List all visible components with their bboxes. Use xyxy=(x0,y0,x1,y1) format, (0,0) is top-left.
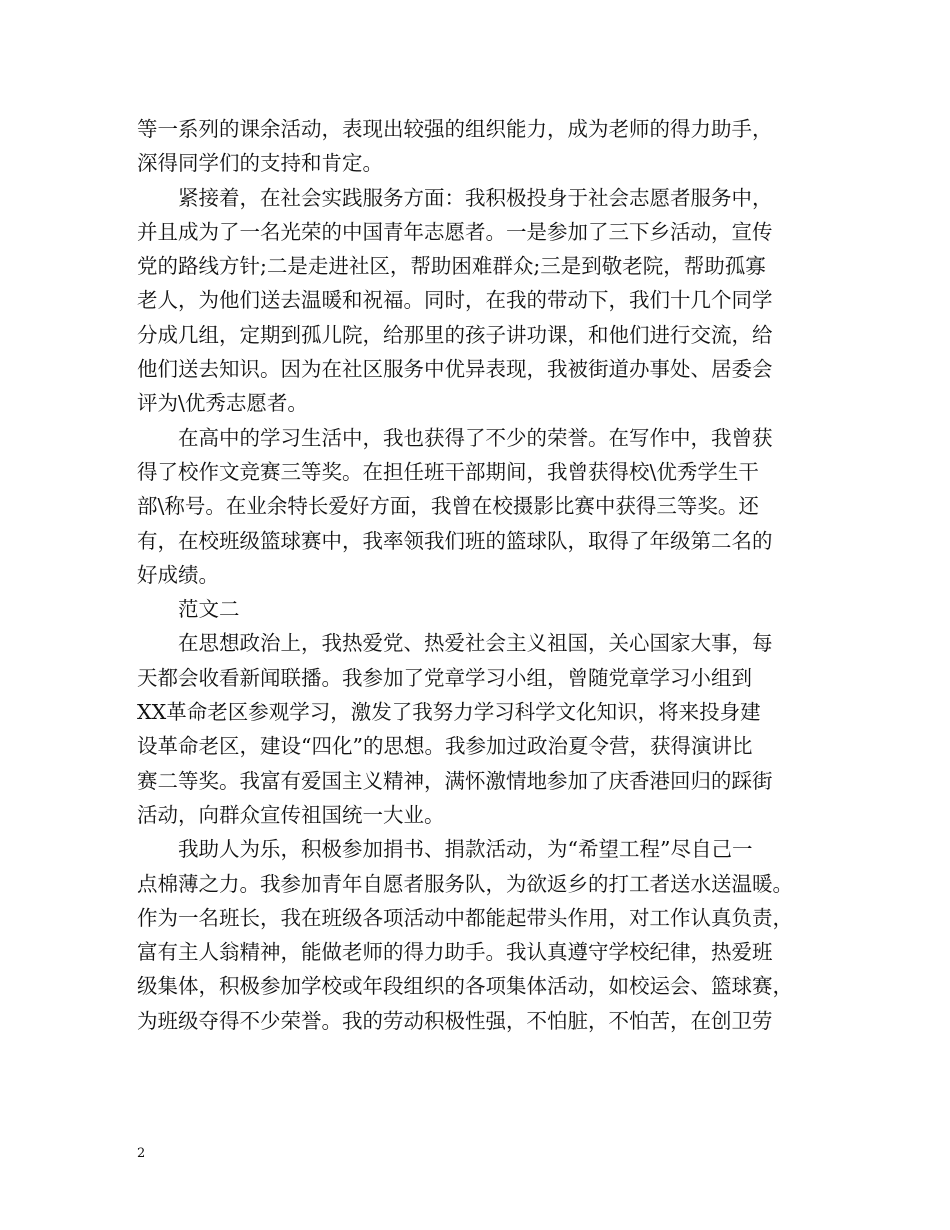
text-line: 为班级夺得不少荣誉。我的劳动积极性强，不怕脏，不怕苦，在创卫劳 xyxy=(137,1008,773,1033)
paragraph-start-line: 紧接着，在社会实践服务方面：我积极投身于社会志愿者服务中， xyxy=(178,185,773,210)
body-text xyxy=(137,112,817,1038)
text-line: 并且成为了一名光荣的中国青年志愿者。一是参加了三下乡活动，宣传 xyxy=(137,219,773,244)
text-line: 设革命老区，建设“四化”的思想。我参加过政治夏令营，获得演讲比 xyxy=(137,734,753,759)
text-line: 有，在校班级篮球赛中，我率领我们班的篮球队，取得了年级第二名的 xyxy=(137,528,773,553)
text-line: 部\称号。在业余特长爱好方面，我曾在校摄影比赛中获得三等奖。还 xyxy=(137,494,759,519)
text-line: 党的路线方针;二是走进社区，帮助困难群众;三是到敬老院，帮助孤寡 xyxy=(137,254,766,279)
text-line: 评为\优秀志愿者。 xyxy=(137,391,308,416)
text-line: 好成绩。 xyxy=(137,562,219,587)
paragraph-start-line: 在高中的学习生活中，我也获得了不少的荣誉。在写作中，我曾获 xyxy=(178,425,773,450)
text-line: 等一系列的课余活动，表现出较强的组织能力，成为老师的得力助手， xyxy=(137,117,773,141)
paragraph-start-line: 在思想政治上，我热爱党、热爱社会主义祖国，关心国家大事，每 xyxy=(178,631,773,656)
page-number: 2 xyxy=(137,1146,146,1161)
text-line: 得了校作文竞赛三等奖。在担任班干部期间，我曾获得校\优秀学生干 xyxy=(137,459,759,484)
text-line: 他们送去知识。因为在社区服务中优异表现，我被街道办事处、居委会 xyxy=(137,357,773,382)
text-line: 深得同学们的支持和肯定。 xyxy=(137,151,383,176)
text-line: 级集体，积极参加学校或年段组织的各项集体活动，如校运会、篮球赛， xyxy=(137,974,793,999)
text-line: 点棉薄之力。我参加青年自愿者服务队，为欲返乡的打工者送水送温暖。 xyxy=(137,871,793,896)
text-line: 赛二等奖。我富有爱国主义精神，满怀激情地参加了庆香港回归的踩街 xyxy=(137,768,773,793)
text-line: 老人，为他们送去温暖和祝福。同时，在我的带动下，我们十几个同学 xyxy=(137,288,773,313)
text-line: XX革命老区参观学习，激发了我努力学习科学文化知识，将来投身建 xyxy=(137,700,761,725)
paragraph-start-line: 我助人为乐，积极参加捐书、捐款活动，为“希望工程”尽自己一 xyxy=(178,837,753,862)
text-line: 分成几组，定期到孤儿院，给那里的孩子讲功课，和他们进行交流，给 xyxy=(137,322,773,347)
text-line: 活动，向群众宣传祖国统一大业。 xyxy=(137,802,445,827)
text-line: 作为一名班长，我在班级各项活动中都能起带头作用，对工作认真负责， xyxy=(137,905,793,930)
text-line: 富有主人翁精神，能做老师的得力助手。我认真遵守学校纪律，热爱班 xyxy=(137,940,773,965)
text-line: 天都会收看新闻联播。我参加了党章学习小组，曾随党章学习小组到 xyxy=(137,665,752,690)
section-heading: 范文二 xyxy=(178,597,240,622)
